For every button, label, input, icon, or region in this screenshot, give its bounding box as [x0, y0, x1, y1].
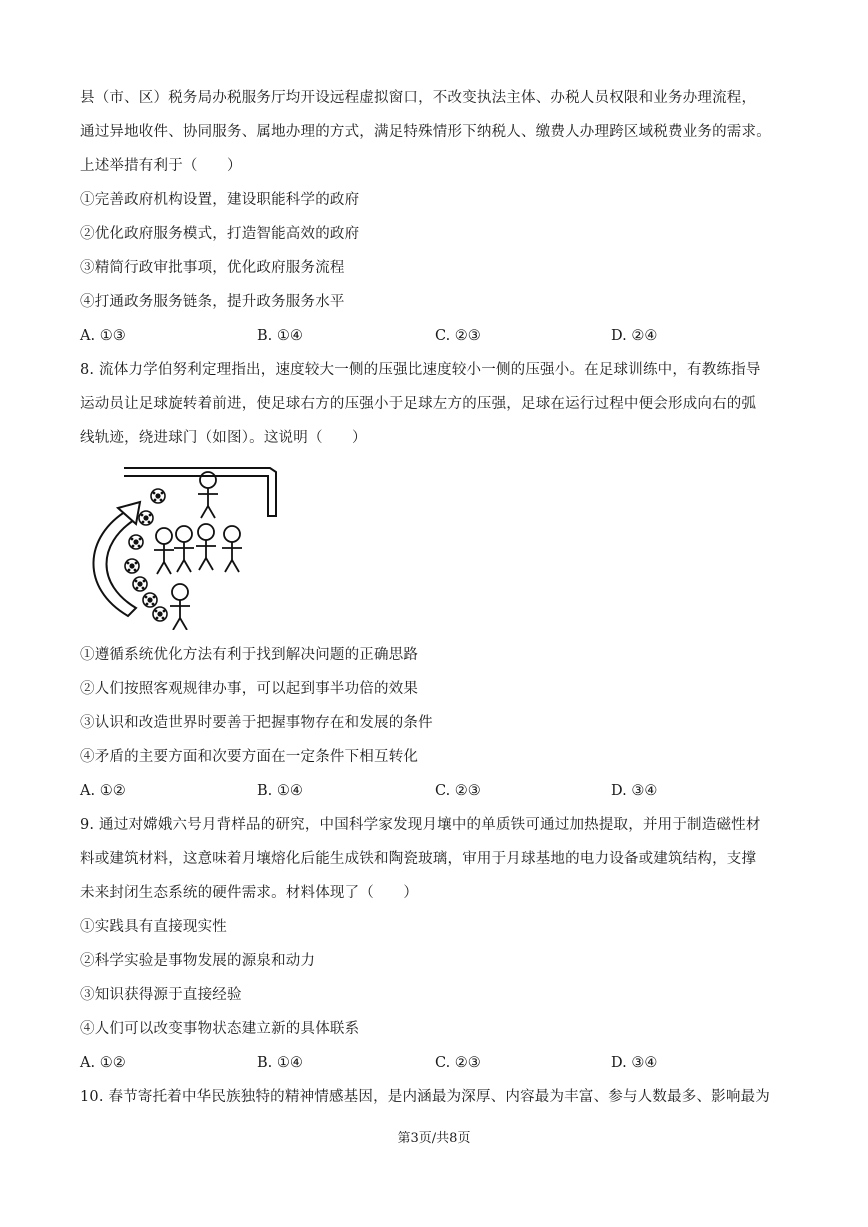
q7-statement-3: ③精简行政审批事项，优化政府服务流程: [80, 260, 345, 276]
soccer-ball-icon: [133, 577, 147, 591]
wall-player-figure: [174, 526, 194, 572]
q8-option-d: D. ③④: [611, 783, 658, 799]
q8-stem-line-1: 8. 流体力学伯努利定理指出，速度较大一侧的压强比速度较小一侧的压强小。在足球训练中，有教练指导: [80, 362, 761, 378]
q9-stem-line-1: 9. 通过对嫦娥六号月背样品的研究，中国科学家发现月壤中的单质铁可通过加热提取，并用于制造磁性材: [80, 817, 761, 833]
q7-option-a: A. ①③: [80, 328, 126, 344]
q8-options: [80, 781, 800, 801]
q7-stem-line-2: 通过异地收件、协同服务、属地办理的方式，满足特殊情形下纳税人、缴费人办理跨区域税费业务的需求。: [80, 124, 771, 140]
wall-player-figure: [196, 524, 216, 570]
q9-stem-line-3: 未来封闭生态系统的硬件需求。材料体现了（ ）: [80, 885, 419, 901]
soccer-ball-icon: [153, 607, 167, 621]
q7-stem-line-1: 县（市、区）税务局办税服务厅均开设远程虚拟窗口，不改变执法主体、办税人员权限和业务办理流程，: [80, 90, 757, 106]
soccer-ball-icon: [125, 559, 139, 573]
q7-option-d: D. ②④: [611, 328, 658, 344]
soccer-figure-svg: [84, 458, 294, 630]
q7-stem-line-3: 上述举措有利于（ ）: [80, 158, 242, 174]
q7-option-c: C. ②③: [435, 328, 481, 344]
q8-statement-1: ①遵循系统优化方法有利于找到解决问题的正确思路: [80, 647, 419, 663]
q7-statement-4: ④打通政务服务链条，提升政务服务水平: [80, 294, 345, 310]
q9-option-d: D. ③④: [611, 1055, 658, 1071]
q8-option-a: A. ①②: [80, 783, 126, 799]
q9-statement-2: ②科学实验是事物发展的源泉和动力: [80, 953, 316, 969]
q8-stem-line-3: 线轨迹，绕进球门（如图）。这说明（ ）: [80, 430, 367, 446]
q9-statement-3: ③知识获得源于直接经验: [80, 987, 242, 1003]
q7-option-b: B. ①④: [257, 328, 303, 344]
soccer-curve-figure: [84, 458, 294, 630]
q9-options: [80, 1053, 800, 1073]
goalkeeper-figure: [198, 472, 218, 518]
q9-option-c: C. ②③: [435, 1055, 481, 1071]
q8-stem-line-2: 运动员让足球旋转着前进，使足球右方的压强小于足球左方的压强，足球在运行过程中便会形成向右的弧: [80, 396, 757, 412]
q9-stem-line-2: 料或建筑材料，这意味着月壤熔化后能生成铁和陶瓷玻璃，审用于月球基地的电力设备或建筑结构，支撑: [80, 851, 757, 867]
soccer-ball-icon: [143, 593, 157, 607]
q8-option-c: C. ②③: [435, 783, 481, 799]
q9-statement-4: ④人们可以改变事物状态建立新的具体联系: [80, 1021, 360, 1037]
goal-frame: [124, 468, 276, 516]
q10-stem-line-1: 10. 春节寄托着中华民族独特的精神情感基因，是内涵最为深厚、内容最为丰富、参与人数最多、影响最为: [80, 1089, 770, 1105]
q7-statement-2: ②优化政府服务模式，打造智能高效的政府: [80, 226, 360, 242]
wall-player-figure: [222, 526, 242, 572]
q8-statement-4: ④矛盾的主要方面和次要方面在一定条件下相互转化: [80, 749, 419, 765]
page-footer: 第3页/共8页: [397, 1131, 471, 1146]
soccer-ball-icon: [139, 511, 153, 525]
q8-option-b: B. ①④: [257, 783, 303, 799]
q9-statement-1: ①实践具有直接现实性: [80, 919, 227, 935]
soccer-ball-icon: [151, 489, 165, 503]
wall-player-figure: [154, 528, 174, 574]
kicker-figure: [170, 584, 190, 630]
q7-statement-1: ①完善政府机构设置，建设职能科学的政府: [80, 192, 360, 208]
q7-options: [80, 326, 800, 346]
q8-statement-3: ③认识和改造世界时要善于把握事物存在和发展的条件: [80, 715, 433, 731]
q8-statement-2: ②人们按照客观规律办事，可以起到事半功倍的效果: [80, 681, 419, 697]
soccer-ball-icon: [129, 535, 143, 549]
q9-option-b: B. ①④: [257, 1055, 303, 1071]
q9-option-a: A. ①②: [80, 1055, 126, 1071]
